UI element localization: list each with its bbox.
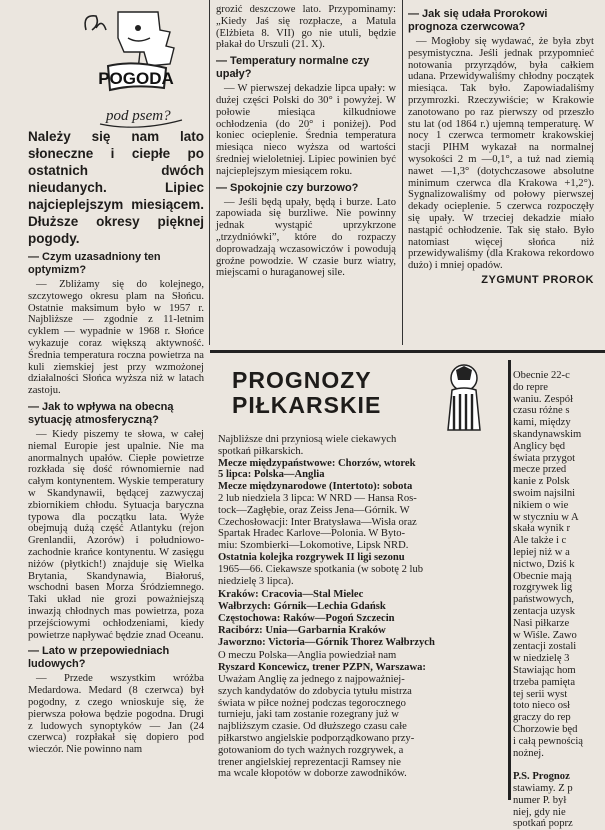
football-player-icon (428, 356, 500, 432)
box-line: stawiamy. Z p (513, 783, 573, 795)
box-line: Obecnie 22-c (513, 370, 570, 381)
answer-3-continued: grozić deszczowe lato. Przypominamy: „Kiedy Jaś się rozpłacze, a Matula (Elżbieta 8. VII) go nie utuli, będzie płakał do Urszuli (21. X). (216, 4, 396, 51)
question-2: — Jak to wpływa na obecną sytuację atmosferyczną? (28, 400, 174, 426)
article-line: Uważam Anglię za jednego z najpoważniej- (218, 673, 405, 685)
box-line: mecze przed (513, 464, 567, 476)
article-line: świata w piłce nożnej podczas tegorocznego (218, 697, 406, 709)
article-line: niedzielę 3 lipca). (218, 575, 294, 587)
article-line: Najbliższe dni przyniosą wiele ciekawych (218, 434, 397, 445)
article-line: szych kandydatów do zdobycia tytułu mistrza (218, 685, 412, 697)
article-line: Ryszard Koncewicz, trener PZPN, Warszawa: (218, 662, 426, 674)
box-line: Obecnie mają (513, 570, 572, 582)
answer-5: — Jeśli będą upały, będą i burze. Lato zapowiada się burzliwe. Nie powinny jednak wystąpić uprzykrzone „trzydniówki”, które do rozpaczy doprowadzają wczasowiczów i powodują groźne powodzie. W czasie burz wiatry, miejscami o huraganowej sile. (216, 196, 396, 279)
article-line: gotowaniom do tych ważnych rozgrywek, a (218, 744, 404, 756)
middle-column (216, 4, 396, 281)
match-line: Wałbrzych: Górnik—Lechia Gdańsk (218, 601, 386, 613)
lead-paragraph: Należy się nam lato słoneczne i ciepłe po ostatnich dwóch nieudanych. Lipiec najcieplejszym miesiącem. Dłuższe okresy pięknej pogody. (28, 129, 204, 246)
box-line: w Wiśle. Zawo (513, 629, 577, 641)
box-line: kanie z Polsk (513, 476, 570, 488)
question-6: — Jak się udała Prorokowi prognoza czerwcowa? (408, 8, 548, 33)
box-border (508, 360, 511, 800)
right-column (408, 4, 594, 287)
box-line: Ale także i c (513, 535, 567, 547)
football-title-line1: PROGNOZY (232, 367, 372, 393)
match-line: Częstochowa: Raków—Pogoń Szczecin (218, 612, 395, 624)
box-line: spotkań poprz (513, 818, 573, 830)
box-line: Anglicy będ (513, 440, 566, 452)
box-line: nictwo, Dziś k (513, 558, 575, 570)
question-5: — Spokojnie czy burzowo? (216, 181, 359, 194)
question-1: — Czym uzasadniony ten optymizm? (28, 251, 161, 276)
box-line: i całą pewnością (513, 735, 584, 747)
article-line: tock—Zagłębie, oraz Zeiss Jena—Górnik. W (218, 504, 410, 516)
article-line: 1965—66. Ciekawsze spotkania (w sobotę 2 lub (218, 563, 424, 575)
box-line: w styczniu w A (513, 511, 579, 523)
answer-4: — W pierwszej dekadzie lipca upały: w dużej części Polski do 30° i powyżej. W połowie miesiąca kilkudniowe ochłodzenia (do 20° i poniżej). Pod koniec ocieplenie. Średnia temperatura miesiąca nieco wyższa od wartości średniej wieloletniej. Lipiec powinien być najcieplejszym miesiącem roku. (216, 83, 396, 177)
section-rule (210, 350, 605, 353)
article-line: trener angielskiej reprezentacji Ramsey nie (218, 756, 401, 768)
box-line: numer P. był (513, 794, 567, 806)
box-line: nożnej. (513, 747, 544, 759)
box-line: swoim najsilni (513, 487, 576, 499)
box-line: do repre (513, 381, 548, 393)
box-line: toto nieco osł (513, 700, 571, 712)
box-line: skała wynik r (513, 523, 571, 535)
logo-text: POGODA (98, 69, 174, 88)
box-line: skandynawskim (513, 428, 582, 440)
question-4: — Temperatury normalne czy upały? (216, 55, 370, 81)
article-line: Ostatnia kolejka rozgrywek II ligi sezonu (218, 551, 405, 563)
box-line: czasu różne s (513, 405, 570, 417)
article-line: Czechosłowacji: Inter Bratysława—Wisła oraz (218, 516, 417, 528)
answer-1: — Zbliżamy się do kolejnego, szczytowego okresu plam na Słońcu. Ostatnie maksimum było w 1957 r. Najbliższe — zgodnie z 11-letnim cyklem — wypadnie w 1968 r. Słońce wykazuje coraz większą aktywność. Średnia temperatura roczna powietrza na kuli ziemskiej jest przy wzmożonej działalności Słońca wyższa niż w latach zastoju. (28, 279, 204, 397)
football-title (232, 368, 381, 418)
column-divider (402, 0, 403, 345)
box-line (513, 759, 605, 771)
box-line: nikiem o wie (513, 499, 569, 511)
box-line: trzeba pamięta (513, 676, 576, 688)
left-column (28, 128, 204, 758)
football-title-line2: PIŁKARSKIE (232, 392, 382, 418)
article-line: turnieju, jaki tam zostanie rozegrany już w (218, 709, 399, 721)
answer-2: — Kiedy piszemy te słowa, w całej niemal Europie jest upalnie. Nie ma anormalnych upałów. Ciepłe powietrze rozkłada się dość równomiernie nad całym kontynentem. Wyskie temperatury w Skandynawii, będącej zazwyczaj zbiornikiem chłodu. Sytuacja baryczna typowa dla początku lata. Wyże obejmują dużą część Atlantyku (rejon Grenlandii, Azorów) i południowo-zachodnie krańce kontynentu. W zasięgu niżów (płytkich!) znajduje się Wielka Brytania, Skandynawia, Białoruś, wschodni basen Morza Śródziemnego. Taki układ nie grozi poważniejszą inwazją chłodnych mas powietrza, poza przejściowymi ochłodzeniami, kiedy powietrze napływać będzie znad Oceanu. (28, 428, 204, 641)
article-line: spotkań piłkarskich. (218, 445, 304, 457)
svg-text:pod psem?: pod psem? (106, 108, 171, 124)
box-column (513, 370, 605, 830)
box-line: niej, gdy nie (513, 806, 566, 818)
article-line: 2 lub niedziela 3 lipca: W NRD — Hansa Ros- (218, 492, 417, 504)
box-line: państwowych, (513, 594, 574, 606)
box-line: zentacja uzysk (513, 605, 576, 617)
box-line: w niedzielę 3 (513, 653, 570, 665)
box-line: rozgrywek lig (513, 582, 573, 594)
column-divider (209, 0, 210, 345)
match-line: Kraków: Cracovia—Stal Mielec (218, 589, 364, 601)
answer-6: — Mogłoby się wydawać, że była zbyt pesymistyczna. Jeśli jednak przypomnieć notowania przyrządów, była całkiem udana. Przewidywaliśmy chłodny początek miesiąca. Tak było. Zapowiadaliśmy przymrozki. Rzeczywiście; w Krakowie zanotowano po raz pierwszy od przeszło stu lat (od 1864 r.) ujemną temperaturę. W nocy 1 czerwca termometr krakowskiej stacji PIHM wykazał na normalnej wysokości 2 m —0,1°, a tuż nad ziemią nawet —1,3° (dotychczasowe absolutne minimum czerwca dla Krakowa +1,2°). Sygnalizowaliśmy od połowy pierwszej dekady ocieplenie. 5 czerwca rozpoczęły się upały. W trzeciej dekadzie miało nastąpić ochłodzenie. Tak się stało. Było natomiast więcej słońca niż przewidywaliśmy (dla Krakowa rekordowo dużo) i mniej opadów. (408, 36, 594, 272)
article-line: 5 lipca: Polska—Anglia (218, 469, 325, 481)
box-line: świata przygot (513, 452, 576, 464)
box-line: lepiej niż w a (513, 546, 570, 558)
article-line: O meczu Polska—Anglia powiedział nam (218, 650, 397, 662)
box-line: P.S. Prognoz (513, 771, 570, 783)
answer-3: — Przede wszystkim wróżba Medardowa. Medard (8 czerwca) był pogodny, z czego wnioskuje się, że pierwsza połowa będzie pogodna. Drugi z ludowych synoptyków — Jan (24 czerwca) rozpłakał się dopiero pod wieczór. Nie powinno nam (28, 673, 204, 756)
box-line: Stawiając hom (513, 664, 576, 676)
article-line: Spartak Hradec Karlove—Polonia. W Byto- (218, 528, 406, 540)
article-line: najbliższym czasie. Od dłuższego czasu całe (218, 721, 407, 733)
box-line: Chorzowie będ (513, 723, 578, 735)
box-line: zentacji zostali (513, 641, 577, 653)
article-line: ma wcale kłopotów w doborze zawodników. (218, 768, 407, 780)
box-line: Nasi piłkarze (513, 617, 570, 629)
football-article (218, 434, 506, 780)
match-line: Racibórz: Unia—Garbarnia Kraków (218, 624, 386, 636)
box-line: waniu. Zespół (513, 393, 574, 405)
box-line: kami, między (513, 417, 571, 429)
weather-logo-dog-icon (78, 8, 188, 133)
box-line: tej serii wyst (513, 688, 568, 700)
box-line: graczy do rep (513, 712, 571, 724)
article-line: Mecze międzynarodowe (Intertoto): sobota (218, 481, 413, 493)
match-line: Jaworzno: Victoria—Górnik Thorez Wałbrzych (218, 636, 435, 648)
article-line: piłkarstwo angielskie podporządkowano przy- (218, 732, 415, 744)
author-signature: ZYGMUNT PROROK (481, 273, 594, 286)
question-3: — Lato w przepowiedniach ludowych? (28, 645, 170, 671)
article-line: Mecze międzypaństwowe: Chorzów, wtorek (218, 457, 416, 469)
article-line: miu: Szombierki—Lokomotive, Lipsk NRD. (218, 540, 409, 552)
